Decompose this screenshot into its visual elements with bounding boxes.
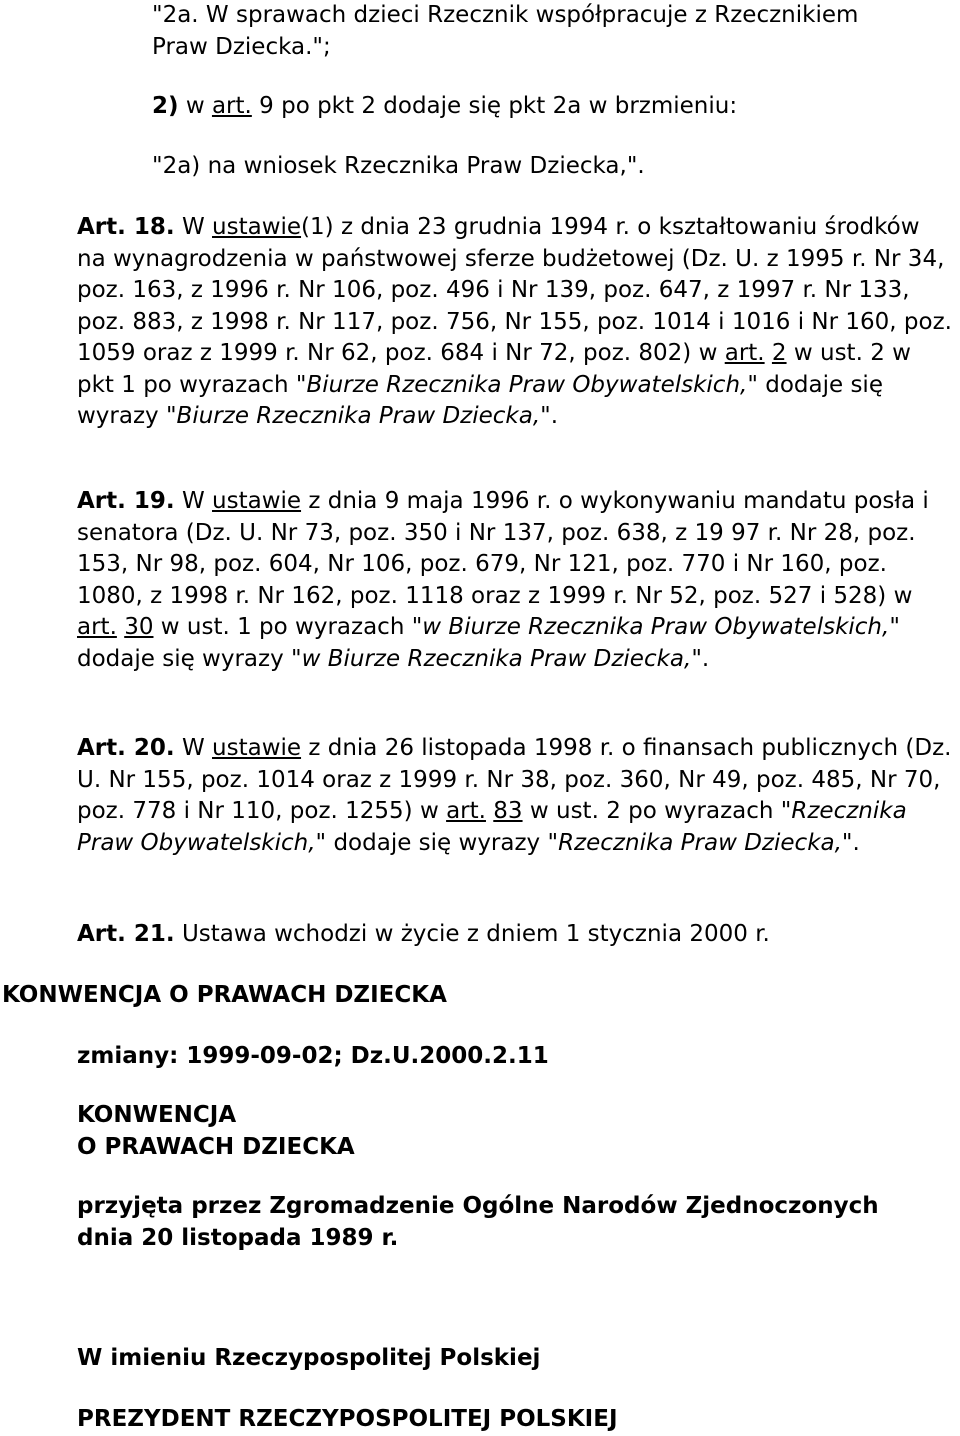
article-21 bbox=[0, 919, 960, 951]
title-line-2: O PRAWACH DZIECKA bbox=[77, 1133, 355, 1160]
zmiany-line bbox=[0, 1041, 960, 1073]
imieniu-line bbox=[0, 1343, 960, 1375]
item-2-text-post: 9 po pkt 2 dodaje się pkt 2a w brzmieniu: bbox=[251, 93, 738, 119]
article-text: . bbox=[701, 645, 710, 672]
space bbox=[765, 340, 772, 366]
convention-title bbox=[0, 1100, 960, 1163]
article-number-link[interactable]: 30 bbox=[124, 614, 154, 640]
item-2-quote bbox=[0, 151, 960, 183]
amendments-note: zmiany: 1999-09-02; Dz.U.2000.2.11 bbox=[77, 1043, 549, 1069]
article-text: dodaje się wyrazy bbox=[326, 829, 548, 856]
article-text: W bbox=[174, 214, 213, 240]
article-heading: Art. 18. bbox=[77, 214, 175, 240]
law-link[interactable]: ustawie bbox=[212, 735, 302, 761]
quoted-phrase: "Biurze Rzecznika Praw Obywatelskich," bbox=[295, 371, 758, 398]
article-text: z dnia 9 maja 1996 r. o wykonywaniu mandatu posła i senatora (Dz. U. Nr 73, poz. 350 i Nr 137, poz. 638, z 19 97 r. Nr 28, poz. 153, Nr 98, poz. 604, Nr 106, poz. 679, Nr 121, poz. 770 i Nr 160, poz. 1080, z 1998 r. Nr 162, poz. 1118 oraz z 1999 r. Nr 52, poz. 527 i 528) w bbox=[77, 488, 929, 609]
article-text: w ust. 2 w pkt 1 po wyrazach bbox=[77, 340, 911, 398]
article-20 bbox=[0, 733, 960, 859]
adoption-note bbox=[0, 1191, 960, 1254]
article-heading: Art. 19. bbox=[77, 488, 175, 514]
article-18 bbox=[0, 212, 960, 433]
item-2-quote-text: "2a) na wniosek Rzecznika Praw Dziecka,". bbox=[152, 153, 645, 179]
quote-2a bbox=[0, 0, 960, 63]
on-behalf-text: W imieniu Rzeczypospolitej Polskiej bbox=[77, 1345, 541, 1371]
quoted-phrase: "Biurze Rzecznika Praw Dziecka," bbox=[165, 403, 551, 429]
article-text: . bbox=[852, 829, 860, 856]
article-text: z dnia 26 listopada 1998 r. o finansach publicznych (Dz. U. Nr 155, poz. 1014 oraz z 1999 r. Nr 38, poz. 360, Nr 49, poz. 485, Nr 70, poz. 778 i Nr 110, poz. 1255) w bbox=[77, 735, 952, 824]
section-heading: KONWENCJA O PRAWACH DZIECKA bbox=[2, 982, 447, 1008]
article-text: dodaje się wyrazy bbox=[77, 645, 292, 672]
president-title: PREZYDENT RZECZYPOSPOLITEJ POLSKIEJ bbox=[77, 1406, 618, 1432]
article-text: w ust. 1 po wyrazach bbox=[153, 614, 412, 640]
adoption-line-2: dnia 20 listopada 1989 r. bbox=[77, 1224, 399, 1251]
article-number-link[interactable]: 83 bbox=[493, 798, 523, 824]
article-number-link[interactable]: 2 bbox=[771, 340, 787, 366]
law-link[interactable]: ustawie bbox=[212, 488, 302, 514]
quoted-phrase: "w Biurze Rzecznika Praw Obywatelskich," bbox=[411, 614, 900, 640]
article-link[interactable]: art. bbox=[211, 93, 252, 119]
quoted-phrase: "Rzecznika Praw Obywatelskich," bbox=[77, 798, 907, 856]
article-text: . bbox=[550, 403, 559, 429]
quote-line-1: "2a. W sprawach dzieci Rzecznik współpracuje z Rzecznikiem bbox=[152, 2, 859, 28]
article-link[interactable]: art. bbox=[446, 798, 486, 824]
prezydent-line bbox=[0, 1404, 960, 1436]
article-text: W bbox=[174, 735, 213, 761]
adoption-line-1: przyjęta przez Zgromadzenie Ogólne Narodów Zjednoczonych bbox=[77, 1193, 879, 1219]
article-link[interactable]: art. bbox=[724, 340, 765, 366]
title-line-1: KONWENCJA bbox=[77, 1102, 237, 1128]
article-text: (1) z dnia 23 grudnia 1994 r. o kształtowaniu środków na wynagrodzenia w państwowej sferze budżetowej (Dz. U. z 1995 r. Nr 34, poz. 163, z 1996 r. Nr 106, poz. 496 i Nr 139, poz. 647, z 1997 r. Nr 133, poz. 883, z 1998 r. Nr 117, poz. 756, Nr 155, poz. 1014 i 1016 i Nr 160, poz. 1059 oraz z 1999 r. Nr 62, poz. 684 i Nr 72, poz. 802) w bbox=[77, 214, 952, 366]
article-heading: Art. 21. bbox=[77, 921, 175, 947]
article-heading: Art. 20. bbox=[77, 735, 175, 761]
article-text: w ust. 2 po wyrazach bbox=[522, 798, 781, 824]
quoted-phrase: "Rzecznika Praw Dziecka," bbox=[547, 829, 853, 856]
article-text: dodaje się wyrazy bbox=[77, 371, 883, 429]
article-text: W bbox=[174, 488, 213, 514]
konwencja-heading bbox=[0, 980, 960, 1012]
quote-line-2: Praw Dziecka."; bbox=[152, 33, 331, 60]
article-link[interactable]: art. bbox=[77, 614, 117, 640]
quoted-phrase: "w Biurze Rzecznika Praw Dziecka," bbox=[291, 645, 702, 672]
law-link[interactable]: ustawie bbox=[212, 214, 302, 240]
item-2-number: 2) bbox=[152, 93, 179, 119]
article-19 bbox=[0, 486, 960, 675]
item-2-text-pre: w bbox=[178, 93, 212, 119]
item-2 bbox=[0, 91, 960, 123]
article-text: Ustawa wchodzi w życie z dniem 1 stycznia 2000 r. bbox=[174, 921, 770, 947]
